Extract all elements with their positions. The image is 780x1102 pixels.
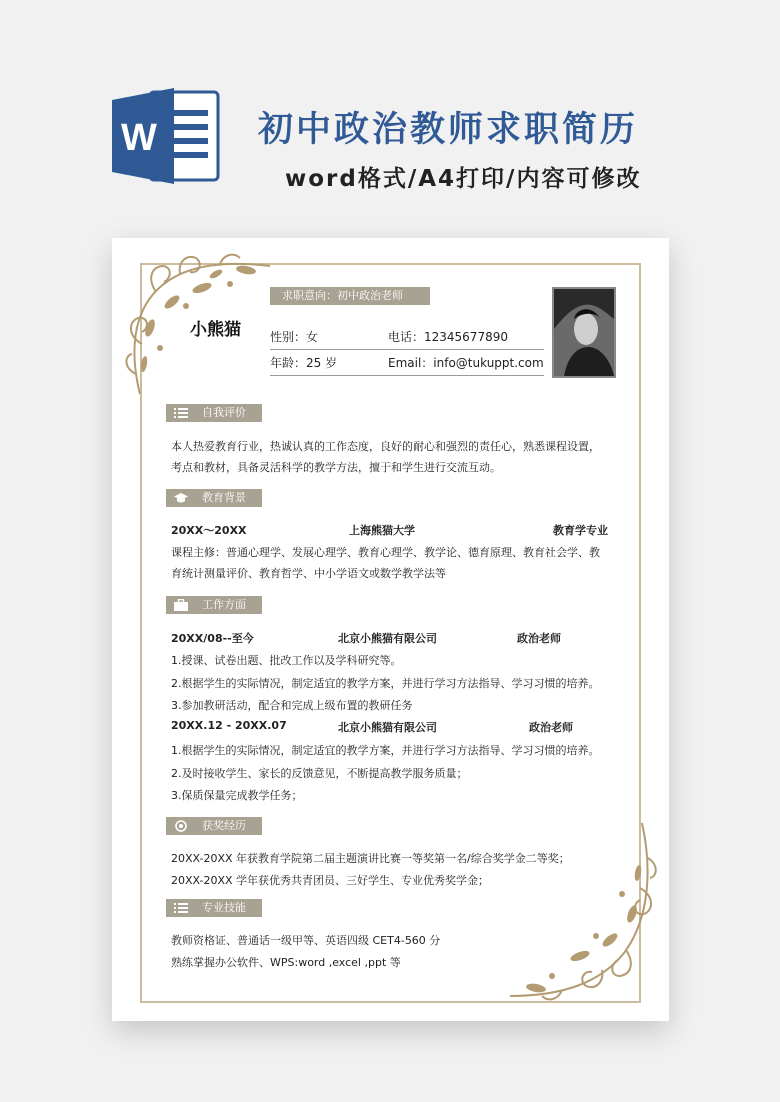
list-icon: [174, 902, 188, 914]
self-eval-line: 考点和教材，具备灵活科学的教学方法，擅于和学生进行交流互动。: [171, 461, 501, 474]
age-field: 年龄：25 岁: [270, 356, 338, 370]
section-header-awards: [166, 817, 262, 835]
job-intent-tag: 求职意向：初中政治老师: [270, 287, 430, 305]
section-title: 获奖经历: [202, 819, 246, 832]
job1-duty-line: 3.参加教研活动，配合和完成上级布置的教研任务: [171, 699, 413, 712]
edu-period: 20XX～20XX: [171, 524, 247, 537]
job1-period: 20XX/08--至今: [171, 632, 254, 645]
self-eval-line: 本人热爱教育行业，热诚认真的工作态度，良好的耐心和强烈的责任心，熟悉课程设置，: [171, 440, 600, 453]
skill-line: 教师资格证、普通话一级甲等、英语四级 CET4-560 分: [171, 934, 441, 947]
section-header-work: [166, 596, 262, 614]
portrait-image: [554, 289, 614, 376]
edu-major: 教育学专业: [553, 524, 608, 537]
word-logo-icon: [112, 86, 222, 186]
section-title: 专业技能: [202, 901, 246, 914]
job2-duty-line: 3.保质保量完成教学任务；: [171, 789, 303, 802]
svg-text:W: W: [121, 117, 157, 159]
job2-role: 政治老师: [529, 721, 573, 734]
banner-title: 初中政治教师求职简历: [258, 110, 639, 150]
edu-course-line: 育统计测量评价、教育哲学、中小学语文或数学教学法等: [171, 567, 446, 580]
section-header-self-evaluation: [166, 404, 262, 422]
job1-duty-line: 2.根据学生的实际情况，制定适宜的教学方案，并进行学习方法指导、学习习惯的培养。: [171, 677, 600, 690]
profile-photo: [552, 287, 616, 378]
job2-duty-line: 1.根据学生的实际情况，制定适宜的教学方案，并进行学习方法指导、学习习惯的培养。: [171, 744, 600, 757]
section-title: 教育背景: [202, 491, 246, 504]
edu-course-line: 课程主修：普通心理学、发展心理学、教育心理学、教学论、德育原理、教育社会学、教: [171, 546, 600, 559]
resume-page: [112, 238, 669, 1021]
list-icon: [174, 407, 188, 419]
info-row-gender-phone: [270, 325, 544, 350]
phone-field: 电话：12345677890: [388, 330, 508, 344]
job2-duty-line: 2.及时接收学生、家长的反馈意见，不断提高教学服务质量；: [171, 767, 468, 780]
section-header-skills: [166, 899, 262, 917]
section-header-education: [166, 489, 262, 507]
award-medal-icon: [174, 820, 188, 832]
job2-period: 20XX.12 - 20XX.07: [171, 719, 287, 732]
section-title: 工作方面: [202, 598, 246, 611]
job1-company: 北京小熊猫有限公司: [338, 632, 437, 645]
info-row-age-email: [270, 351, 544, 376]
candidate-name: 小熊猫: [190, 320, 241, 340]
job1-role: 政治老师: [517, 632, 561, 645]
floral-ornament-bottom-right-icon: [502, 818, 662, 1013]
award-line: 20XX-20XX 学年获优秀共青团员、三好学生、专业优秀奖学金；: [171, 874, 490, 887]
skill-line: 熟练掌握办公软件、WPS:word ,excel ,ppt 等: [171, 956, 401, 969]
briefcase-icon: [174, 599, 188, 611]
banner-subtitle: word格式/A4打印/内容可修改: [285, 166, 642, 192]
edu-school: 上海熊猫大学: [349, 524, 415, 537]
gender-field: 性别：女: [270, 330, 319, 344]
section-title: 自我评价: [202, 406, 246, 419]
job2-company: 北京小熊猫有限公司: [338, 721, 437, 734]
award-line: 20XX-20XX 年获教育学院第二届主题演讲比赛一等奖第一名/综合奖学金二等奖；: [171, 852, 570, 865]
job1-duty-line: 1.授课、试卷出题、批改工作以及学科研究等。: [171, 654, 402, 667]
graduation-cap-icon: [174, 492, 188, 504]
email-field: Email：info@tukuppt.com: [388, 356, 544, 370]
